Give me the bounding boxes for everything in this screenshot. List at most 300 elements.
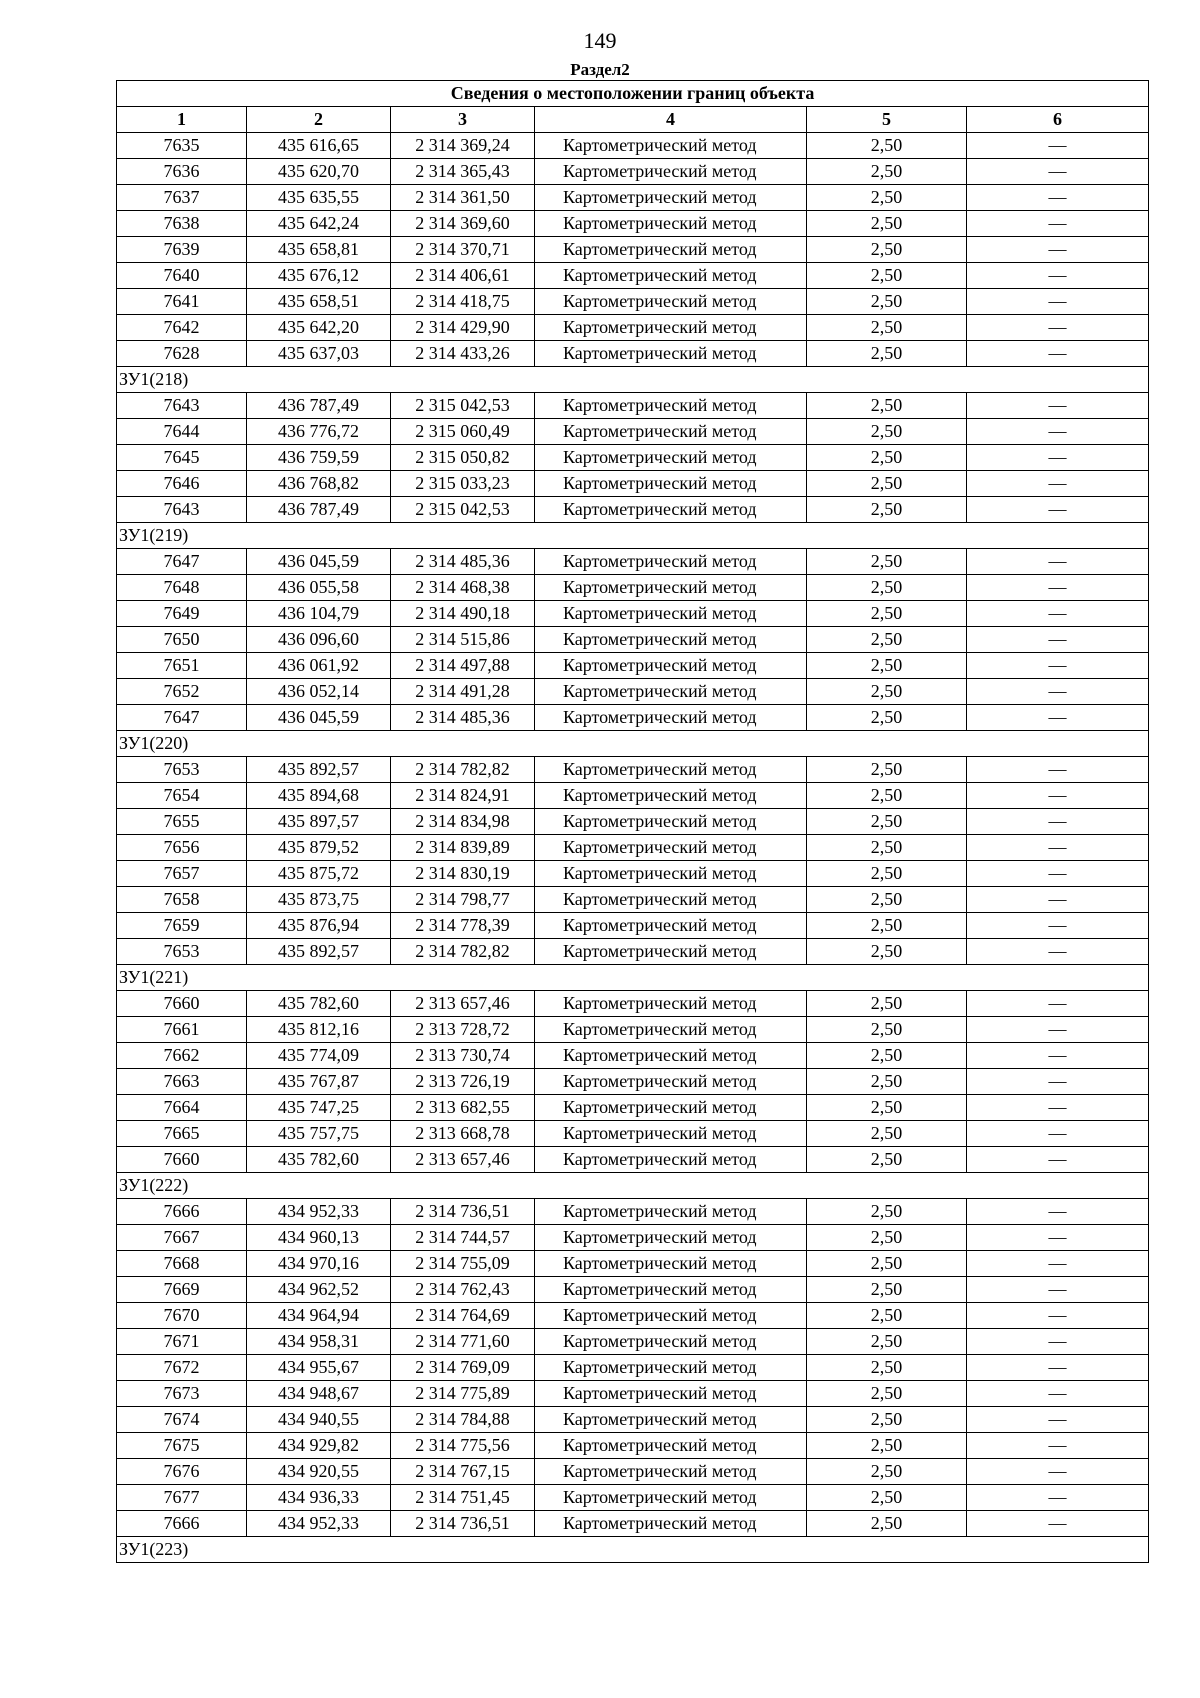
cell-c5: 2,50 — [807, 913, 967, 939]
cell-c3: 2 314 736,51 — [391, 1199, 535, 1225]
cell-c2: 435 782,60 — [247, 1147, 391, 1173]
cell-c2: 435 892,57 — [247, 757, 391, 783]
cell-c1: 7672 — [117, 1355, 247, 1381]
cell-c5: 2,50 — [807, 159, 967, 185]
cell-c2: 435 637,03 — [247, 341, 391, 367]
page-number: 149 — [583, 28, 617, 53]
table-row — [117, 809, 1149, 835]
cell-c3: 2 313 657,46 — [391, 991, 535, 1017]
cell-c3: 2 314 736,51 — [391, 1511, 535, 1537]
cell-c4: Картометрический метод — [535, 263, 807, 289]
cell-c2: 434 964,94 — [247, 1303, 391, 1329]
cell-c3: 2 314 485,36 — [391, 549, 535, 575]
cell-c1: 7653 — [117, 757, 247, 783]
cell-c5: 2,50 — [807, 757, 967, 783]
cell-c6: — — [967, 1485, 1149, 1511]
cell-c5: 2,50 — [807, 549, 967, 575]
cell-c3: 2 314 369,24 — [391, 133, 535, 159]
cell-c4: Картометрический метод — [535, 393, 807, 419]
cell-c2: 435 642,24 — [247, 211, 391, 237]
cell-c1: 7665 — [117, 1121, 247, 1147]
cell-c5: 2,50 — [807, 1407, 967, 1433]
cell-c1: 7638 — [117, 211, 247, 237]
table-row — [117, 185, 1149, 211]
cell-c5: 2,50 — [807, 575, 967, 601]
cell-c6: — — [967, 653, 1149, 679]
table-row — [117, 1069, 1149, 1095]
cell-c1: 7653 — [117, 939, 247, 965]
cell-c4: Картометрический метод — [535, 1095, 807, 1121]
cell-c3: 2 314 429,90 — [391, 315, 535, 341]
cell-c5: 2,50 — [807, 1277, 967, 1303]
table-row — [117, 835, 1149, 861]
table-row — [117, 1485, 1149, 1511]
cell-c2: 435 879,52 — [247, 835, 391, 861]
cell-c2: 436 787,49 — [247, 497, 391, 523]
cell-c6: — — [967, 1303, 1149, 1329]
column-header: 1 — [117, 107, 247, 133]
cell-c4: Картометрический метод — [535, 783, 807, 809]
cell-c3: 2 315 060,49 — [391, 419, 535, 445]
group-row — [117, 367, 1149, 393]
cell-c6: — — [967, 185, 1149, 211]
cell-c2: 435 875,72 — [247, 861, 391, 887]
cell-c4: Картометрический метод — [535, 1407, 807, 1433]
cell-c6: — — [967, 1459, 1149, 1485]
cell-c6: — — [967, 991, 1149, 1017]
cell-c1: 7643 — [117, 393, 247, 419]
cell-c3: 2 314 755,09 — [391, 1251, 535, 1277]
cell-c6: — — [967, 393, 1149, 419]
cell-c1: 7637 — [117, 185, 247, 211]
cell-c1: 7635 — [117, 133, 247, 159]
cell-c5: 2,50 — [807, 1355, 967, 1381]
cell-c1: 7660 — [117, 991, 247, 1017]
cell-c3: 2 314 744,57 — [391, 1225, 535, 1251]
cell-c4: Картометрический метод — [535, 705, 807, 731]
cell-c1: 7656 — [117, 835, 247, 861]
cell-c2: 434 940,55 — [247, 1407, 391, 1433]
table-header-row — [117, 107, 1149, 133]
cell-c1: 7673 — [117, 1381, 247, 1407]
cell-c1: 7658 — [117, 887, 247, 913]
cell-c2: 435 876,94 — [247, 913, 391, 939]
cell-c5: 2,50 — [807, 1121, 967, 1147]
table-row — [117, 1017, 1149, 1043]
cell-c4: Картометрический метод — [535, 1043, 807, 1069]
cell-c4: Картометрический метод — [535, 887, 807, 913]
cell-c5: 2,50 — [807, 627, 967, 653]
cell-c1: 7662 — [117, 1043, 247, 1069]
cell-c6: — — [967, 861, 1149, 887]
table-row — [117, 159, 1149, 185]
cell-c1: 7674 — [117, 1407, 247, 1433]
cell-c5: 2,50 — [807, 1199, 967, 1225]
table-row — [117, 1433, 1149, 1459]
cell-c6: — — [967, 1511, 1149, 1537]
table-row — [117, 627, 1149, 653]
cell-c5: 2,50 — [807, 1017, 967, 1043]
table-row — [117, 1407, 1149, 1433]
column-header: 3 — [391, 107, 535, 133]
group-row — [117, 1173, 1149, 1199]
cell-c4: Картометрический метод — [535, 627, 807, 653]
cell-c1: 7647 — [117, 549, 247, 575]
group-label: ЗУ1(219) — [117, 523, 1149, 549]
cell-c4: Картометрический метод — [535, 1329, 807, 1355]
table-row — [117, 1303, 1149, 1329]
cell-c4: Картометрический метод — [535, 549, 807, 575]
cell-c1: 7677 — [117, 1485, 247, 1511]
table-row — [117, 289, 1149, 315]
cell-c1: 7666 — [117, 1199, 247, 1225]
cell-c3: 2 314 778,39 — [391, 913, 535, 939]
cell-c5: 2,50 — [807, 133, 967, 159]
cell-c2: 434 962,52 — [247, 1277, 391, 1303]
table-row — [117, 757, 1149, 783]
table-row — [117, 393, 1149, 419]
cell-c5: 2,50 — [807, 1459, 967, 1485]
group-label: ЗУ1(220) — [117, 731, 1149, 757]
cell-c6: — — [967, 627, 1149, 653]
table-row — [117, 601, 1149, 627]
column-header: 5 — [807, 107, 967, 133]
cell-c1: 7645 — [117, 445, 247, 471]
cell-c4: Картометрический метод — [535, 1355, 807, 1381]
cell-c2: 435 747,25 — [247, 1095, 391, 1121]
table-row — [117, 913, 1149, 939]
cell-c6: — — [967, 1069, 1149, 1095]
cell-c5: 2,50 — [807, 1511, 967, 1537]
cell-c2: 435 782,60 — [247, 991, 391, 1017]
cell-c4: Картометрический метод — [535, 861, 807, 887]
cell-c6: — — [967, 887, 1149, 913]
cell-c4: Картометрический метод — [535, 341, 807, 367]
cell-c6: — — [967, 133, 1149, 159]
cell-c5: 2,50 — [807, 835, 967, 861]
cell-c3: 2 314 515,86 — [391, 627, 535, 653]
boundary-table — [116, 80, 1149, 1563]
cell-c2: 434 952,33 — [247, 1511, 391, 1537]
cell-c1: 7628 — [117, 341, 247, 367]
cell-c6: — — [967, 1277, 1149, 1303]
cell-c6: — — [967, 679, 1149, 705]
cell-c6: — — [967, 809, 1149, 835]
cell-c3: 2 315 042,53 — [391, 393, 535, 419]
cell-c1: 7636 — [117, 159, 247, 185]
cell-c1: 7668 — [117, 1251, 247, 1277]
cell-c6: — — [967, 835, 1149, 861]
table-row — [117, 497, 1149, 523]
cell-c3: 2 315 050,82 — [391, 445, 535, 471]
table-row — [117, 1121, 1149, 1147]
cell-c4: Картометрический метод — [535, 991, 807, 1017]
cell-c5: 2,50 — [807, 1381, 967, 1407]
cell-c5: 2,50 — [807, 783, 967, 809]
cell-c3: 2 314 771,60 — [391, 1329, 535, 1355]
table-row — [117, 783, 1149, 809]
cell-c6: — — [967, 1225, 1149, 1251]
cell-c6: — — [967, 1355, 1149, 1381]
cell-c5: 2,50 — [807, 1433, 967, 1459]
cell-c4: Картометрический метод — [535, 497, 807, 523]
cell-c3: 2 313 726,19 — [391, 1069, 535, 1095]
cell-c6: — — [967, 445, 1149, 471]
cell-c1: 7657 — [117, 861, 247, 887]
cell-c1: 7640 — [117, 263, 247, 289]
cell-c6: — — [967, 1199, 1149, 1225]
cell-c1: 7670 — [117, 1303, 247, 1329]
cell-c3: 2 314 406,61 — [391, 263, 535, 289]
cell-c3: 2 314 782,82 — [391, 939, 535, 965]
cell-c6: — — [967, 1043, 1149, 1069]
cell-c5: 2,50 — [807, 1303, 967, 1329]
table-row — [117, 705, 1149, 731]
cell-c4: Картометрический метод — [535, 1485, 807, 1511]
cell-c4: Картометрический метод — [535, 809, 807, 835]
cell-c4: Картометрический метод — [535, 1147, 807, 1173]
table-row — [117, 1147, 1149, 1173]
cell-c4: Картометрический метод — [535, 159, 807, 185]
cell-c6: — — [967, 783, 1149, 809]
cell-c3: 2 314 485,36 — [391, 705, 535, 731]
cell-c1: 7647 — [117, 705, 247, 731]
cell-c2: 434 958,31 — [247, 1329, 391, 1355]
column-header: 2 — [247, 107, 391, 133]
cell-c3: 2 314 370,71 — [391, 237, 535, 263]
cell-c2: 436 055,58 — [247, 575, 391, 601]
table-row — [117, 211, 1149, 237]
cell-c3: 2 314 769,09 — [391, 1355, 535, 1381]
cell-c4: Картометрический метод — [535, 939, 807, 965]
table-row — [117, 575, 1149, 601]
cell-c6: — — [967, 211, 1149, 237]
cell-c5: 2,50 — [807, 991, 967, 1017]
cell-c2: 435 635,55 — [247, 185, 391, 211]
cell-c3: 2 315 033,23 — [391, 471, 535, 497]
cell-c3: 2 314 490,18 — [391, 601, 535, 627]
table-row — [117, 1459, 1149, 1485]
cell-c2: 435 894,68 — [247, 783, 391, 809]
cell-c1: 7664 — [117, 1095, 247, 1121]
cell-c2: 434 920,55 — [247, 1459, 391, 1485]
cell-c4: Картометрический метод — [535, 757, 807, 783]
cell-c4: Картометрический метод — [535, 1069, 807, 1095]
cell-c2: 435 658,51 — [247, 289, 391, 315]
cell-c2: 436 759,59 — [247, 445, 391, 471]
cell-c2: 434 952,33 — [247, 1199, 391, 1225]
cell-c4: Картометрический метод — [535, 1459, 807, 1485]
cell-c4: Картометрический метод — [535, 601, 807, 627]
cell-c2: 435 767,87 — [247, 1069, 391, 1095]
cell-c4: Картометрический метод — [535, 1433, 807, 1459]
cell-c2: 435 620,70 — [247, 159, 391, 185]
cell-c2: 434 948,67 — [247, 1381, 391, 1407]
cell-c2: 435 676,12 — [247, 263, 391, 289]
cell-c3: 2 314 751,45 — [391, 1485, 535, 1511]
table-row — [117, 1511, 1149, 1537]
cell-c4: Картометрический метод — [535, 133, 807, 159]
table-row — [117, 1043, 1149, 1069]
cell-c1: 7648 — [117, 575, 247, 601]
cell-c5: 2,50 — [807, 445, 967, 471]
cell-c2: 434 960,13 — [247, 1225, 391, 1251]
group-label: ЗУ1(223) — [117, 1537, 1149, 1563]
cell-c6: — — [967, 913, 1149, 939]
cell-c5: 2,50 — [807, 939, 967, 965]
column-header: 6 — [967, 107, 1149, 133]
cell-c2: 434 936,33 — [247, 1485, 391, 1511]
table-row — [117, 1355, 1149, 1381]
cell-c5: 2,50 — [807, 1251, 967, 1277]
cell-c2: 436 045,59 — [247, 705, 391, 731]
table-row — [117, 549, 1149, 575]
cell-c1: 7659 — [117, 913, 247, 939]
table-caption: Сведения о местоположении границ объекта — [117, 81, 1149, 107]
cell-c6: — — [967, 601, 1149, 627]
cell-c1: 7663 — [117, 1069, 247, 1095]
cell-c2: 436 061,92 — [247, 653, 391, 679]
cell-c5: 2,50 — [807, 601, 967, 627]
cell-c3: 2 314 433,26 — [391, 341, 535, 367]
cell-c6: — — [967, 1329, 1149, 1355]
cell-c5: 2,50 — [807, 861, 967, 887]
cell-c6: — — [967, 263, 1149, 289]
cell-c6: — — [967, 1095, 1149, 1121]
cell-c1: 7667 — [117, 1225, 247, 1251]
cell-c4: Картометрический метод — [535, 1017, 807, 1043]
cell-c3: 2 314 764,69 — [391, 1303, 535, 1329]
group-row — [117, 965, 1149, 991]
cell-c5: 2,50 — [807, 237, 967, 263]
cell-c2: 434 955,67 — [247, 1355, 391, 1381]
cell-c4: Картометрический метод — [535, 679, 807, 705]
table-row — [117, 1199, 1149, 1225]
cell-c2: 434 929,82 — [247, 1433, 391, 1459]
cell-c5: 2,50 — [807, 289, 967, 315]
cell-c3: 2 313 728,72 — [391, 1017, 535, 1043]
cell-c4: Картометрический метод — [535, 653, 807, 679]
group-row — [117, 1537, 1149, 1563]
cell-c4: Картометрический метод — [535, 1251, 807, 1277]
cell-c4: Картометрический метод — [535, 445, 807, 471]
cell-c6: — — [967, 159, 1149, 185]
group-row — [117, 523, 1149, 549]
cell-c6: — — [967, 757, 1149, 783]
cell-c3: 2 314 824,91 — [391, 783, 535, 809]
table-row — [117, 471, 1149, 497]
cell-c5: 2,50 — [807, 887, 967, 913]
cell-c6: — — [967, 1407, 1149, 1433]
table-row — [117, 1225, 1149, 1251]
cell-c4: Картометрический метод — [535, 1225, 807, 1251]
cell-c3: 2 314 782,82 — [391, 757, 535, 783]
table-row — [117, 419, 1149, 445]
cell-c3: 2 314 798,77 — [391, 887, 535, 913]
table-row — [117, 237, 1149, 263]
cell-c1: 7649 — [117, 601, 247, 627]
cell-c5: 2,50 — [807, 1069, 967, 1095]
column-header: 4 — [535, 107, 807, 133]
cell-c5: 2,50 — [807, 1095, 967, 1121]
cell-c1: 7666 — [117, 1511, 247, 1537]
cell-c1: 7643 — [117, 497, 247, 523]
cell-c1: 7646 — [117, 471, 247, 497]
cell-c5: 2,50 — [807, 341, 967, 367]
cell-c2: 435 616,65 — [247, 133, 391, 159]
cell-c6: — — [967, 497, 1149, 523]
cell-c5: 2,50 — [807, 1485, 967, 1511]
cell-c4: Картометрический метод — [535, 315, 807, 341]
cell-c2: 436 787,49 — [247, 393, 391, 419]
cell-c3: 2 314 775,89 — [391, 1381, 535, 1407]
cell-c3: 2 314 491,28 — [391, 679, 535, 705]
cell-c2: 434 970,16 — [247, 1251, 391, 1277]
cell-c2: 435 658,81 — [247, 237, 391, 263]
cell-c3: 2 314 365,43 — [391, 159, 535, 185]
group-label: ЗУ1(222) — [117, 1173, 1149, 1199]
cell-c3: 2 314 784,88 — [391, 1407, 535, 1433]
table-row — [117, 263, 1149, 289]
table-row — [117, 1277, 1149, 1303]
table-row — [117, 341, 1149, 367]
cell-c2: 436 045,59 — [247, 549, 391, 575]
cell-c3: 2 314 468,38 — [391, 575, 535, 601]
cell-c6: — — [967, 237, 1149, 263]
cell-c1: 7639 — [117, 237, 247, 263]
cell-c6: — — [967, 289, 1149, 315]
cell-c1: 7676 — [117, 1459, 247, 1485]
cell-c5: 2,50 — [807, 679, 967, 705]
cell-c6: — — [967, 1017, 1149, 1043]
cell-c3: 2 314 369,60 — [391, 211, 535, 237]
table-row — [117, 445, 1149, 471]
cell-c3: 2 314 775,56 — [391, 1433, 535, 1459]
cell-c6: — — [967, 705, 1149, 731]
cell-c6: — — [967, 315, 1149, 341]
cell-c1: 7644 — [117, 419, 247, 445]
section-title: Раздел2 — [570, 60, 630, 79]
cell-c3: 2 313 657,46 — [391, 1147, 535, 1173]
cell-c1: 7641 — [117, 289, 247, 315]
cell-c4: Картометрический метод — [535, 211, 807, 237]
cell-c6: — — [967, 549, 1149, 575]
cell-c5: 2,50 — [807, 1147, 967, 1173]
cell-c4: Картометрический метод — [535, 289, 807, 315]
cell-c1: 7655 — [117, 809, 247, 835]
cell-c4: Картометрический метод — [535, 575, 807, 601]
cell-c2: 435 873,75 — [247, 887, 391, 913]
cell-c3: 2 313 682,55 — [391, 1095, 535, 1121]
table-row — [117, 1329, 1149, 1355]
cell-c6: — — [967, 575, 1149, 601]
table-row — [117, 887, 1149, 913]
table-row — [117, 861, 1149, 887]
cell-c4: Картометрический метод — [535, 1381, 807, 1407]
cell-c1: 7654 — [117, 783, 247, 809]
cell-c2: 435 757,75 — [247, 1121, 391, 1147]
cell-c4: Картометрический метод — [535, 1121, 807, 1147]
cell-c4: Картометрический метод — [535, 1511, 807, 1537]
group-label: ЗУ1(221) — [117, 965, 1149, 991]
cell-c2: 435 892,57 — [247, 939, 391, 965]
cell-c3: 2 314 767,15 — [391, 1459, 535, 1485]
cell-c2: 435 812,16 — [247, 1017, 391, 1043]
cell-c1: 7642 — [117, 315, 247, 341]
cell-c1: 7669 — [117, 1277, 247, 1303]
cell-c4: Картометрический метод — [535, 471, 807, 497]
table-row — [117, 133, 1149, 159]
